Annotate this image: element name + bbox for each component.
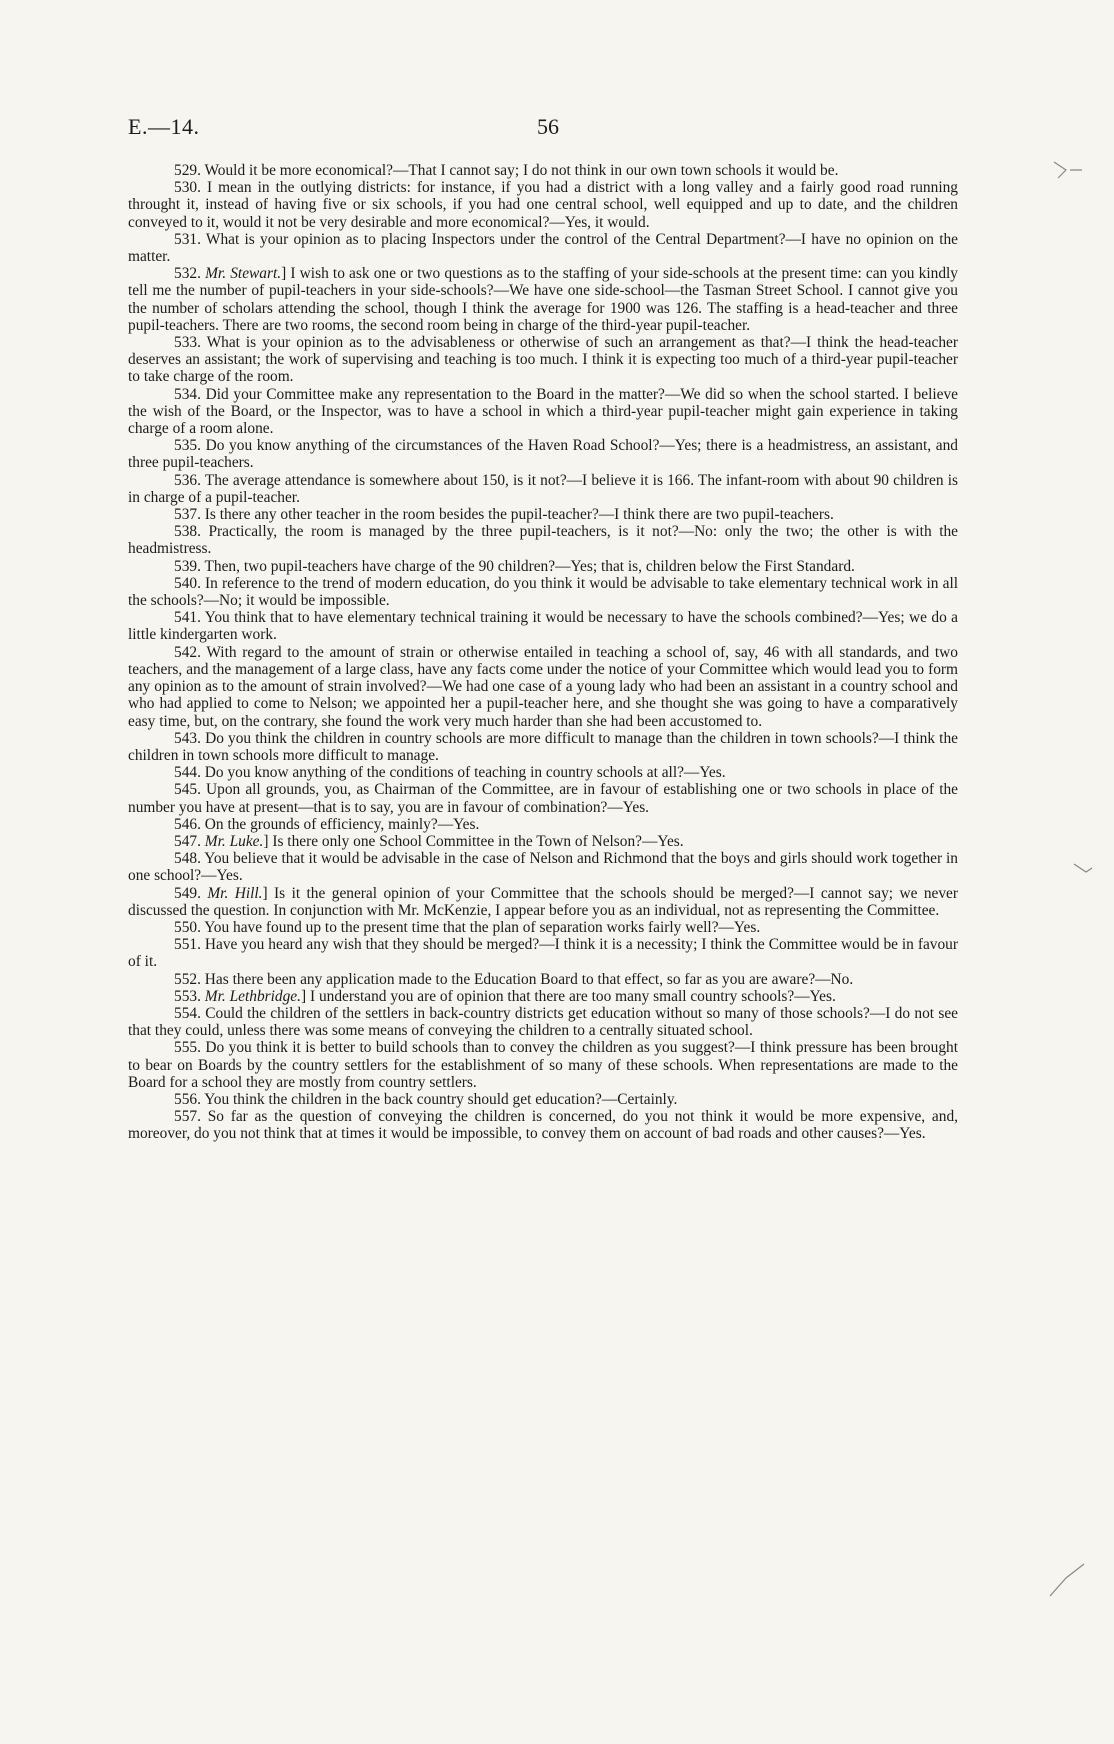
margin-scan-mark xyxy=(1052,158,1092,182)
page-header xyxy=(128,114,990,142)
paragraph-555: 555. Do you think it is better to build schools than to convey the children as you suggest?—I think pressure has been brought to bear on Boards by the country settlers for the establishment of so many of these schools. When representations are made to the Board for a school they are mostly from country settlers. xyxy=(128,1039,958,1091)
document-code: E.—14. xyxy=(128,114,200,139)
margin-scan-mark xyxy=(1046,1560,1086,1600)
speaker-name: Mr. Lethbridge. xyxy=(204,987,301,1005)
paragraph-535: 535. Do you know anything of the circumstances of the Haven Road School?—Yes; there is a headmistress, an assistant, and three pupil-teachers. xyxy=(128,437,958,472)
paragraph-553 xyxy=(128,988,958,1005)
paragraph-551: 551. Have you heard any wish that they should be merged?—I think it is a necessity; I think the Committee would be in favour of it. xyxy=(128,936,958,971)
paragraph-543: 543. Do you think the children in country schools are more difficult to manage than the children in town schools?—I think the children in town schools more difficult to manage. xyxy=(128,729,958,764)
paragraph-533: 533. What is your opinion as to the advisableness or otherwise of such an arrangement as that?—I think the head-teacher deserves an assistant; the work of supervising and teaching is too much. I think it is expecting too much of a third-year pupil-teacher to take charge of the room. xyxy=(128,334,958,386)
paragraph-536: 536. The average attendance is somewhere about 150, is it not?—I believe it is 166. The infant-room with about 90 children is in charge of a pupil-teacher. xyxy=(128,471,958,506)
body-text xyxy=(128,162,958,1143)
paragraph-544: 544. Do you know anything of the conditions of teaching in country schools at all?—Yes. xyxy=(174,764,726,782)
question-number: 532. xyxy=(174,265,201,283)
speaker-name: Mr. Luke. xyxy=(204,832,264,850)
paragraph-548: 548. You believe that it would be advisable in the case of Nelson and Richmond that the boys and girls should work together in one school?—Yes. xyxy=(128,850,958,885)
paragraph-542: 542. With regard to the amount of strain or otherwise entailed in teaching a school of, say, 46 with all standards, and two teachers, and the management of a large class, have any facts come under the notice of your Committee which would lead you to form any opinion as to the amount of strain involved?—We had one case of a young lady who had been an assistant in a country school and who had applied to come to Nelson; we appointed her a pupil-teacher here, and she thought she was going to have a comparatively easy time, but, on the contrary, she found the work very much harder than she had been accustomed to. xyxy=(128,643,958,730)
paragraph-557: 557. So far as the question of conveying the children is concerned, do you not think it would be more expensive, and, moreover, do you not think that at times it would be impossible, to convey them on account of bad roads and other causes?—Yes. xyxy=(128,1108,958,1143)
margin-scan-mark xyxy=(1072,858,1102,878)
paragraph-538: 538. Practically, the room is managed by the three pupil-teachers, is it not?—No: only the two; the other is with the headmistress. xyxy=(128,523,958,558)
paragraph-text: ] Is it the general opinion of your Committee that the schools should be merged?—I cannot say; we never discussed the question. In conjunction with Mr. McKenzie, I appear before you as an individual, not as representing the Committee. xyxy=(128,884,959,919)
paragraph-532 xyxy=(128,265,958,334)
paragraph-text: ] Is there only one School Committee in the Town of Nelson?—Yes. xyxy=(263,832,684,850)
paragraph-547 xyxy=(128,833,958,850)
paragraph-550: 550. You have found up to the present time that the plan of separation works fairly well?—Yes. xyxy=(174,918,761,936)
paragraph-545: 545. Upon all grounds, you, as Chairman of the Committee, are in favour of establishing one or two schools in place of the number you have at present—that is to say, you are in favour of combination?—Yes. xyxy=(128,781,958,816)
page-number: 56 xyxy=(537,114,559,139)
paragraph-531: 531. What is your opinion as to placing Inspectors under the control of the Central Department?—I have no opinion on the matter. xyxy=(128,230,958,266)
paragraph-text: ] I wish to ask one or two questions as to the staffing of your side-schools at the present time: can you kindly tell me the number of pupil-teachers in your side-schools?—We have one side-school—the Tasman Street School. I cannot give you the number of scholars attending the school, though I think the average for 1900 was 126. The staffing is a head-teacher and three pupil-teachers. There are two rooms, the second room being in charge of the third-year pupil-teacher. xyxy=(128,265,958,334)
paragraph-546: 546. On the grounds of efficiency, mainly?—Yes. xyxy=(174,815,480,833)
paragraph-537: 537. Is there any other teacher in the room besides the pupil-teacher?—I think there are two pupil-teachers. xyxy=(174,506,834,524)
paragraph-534: 534. Did your Committee make any representation to the Board in the matter?—We did so when the school started. I believe the wish of the Board, or the Inspector, was to have a school in which a third-year pupil-teacher might gain experience in taking charge of a room alone. xyxy=(128,385,958,438)
speaker-name: Mr. Stewart. xyxy=(205,265,282,283)
paragraph-556: 556. You think the children in the back country should get education?—Certainly. xyxy=(174,1090,678,1108)
paragraph-529: 529. Would it be more economical?—That I cannot say; I do not think in our own town schools it would be. xyxy=(174,162,839,179)
question-number: 549. xyxy=(174,884,201,902)
paragraph-554: 554. Could the children of the settlers in back-country districts get education without so many of those schools?—I do not see that they could, unless there was some means of conveying the children to a centrally situated school. xyxy=(128,1004,958,1040)
question-number: 553. xyxy=(174,987,201,1005)
question-number: 547. xyxy=(174,832,201,850)
paragraph-549 xyxy=(128,885,958,919)
paragraph-539: 539. Then, two pupil-teachers have charge of the 90 children?—Yes; that is, children below the First Standard. xyxy=(174,557,855,575)
paragraph-530: 530. I mean in the outlying districts: for instance, if you had a district with a long valley and a fairly good road running throught it, instead of having five or six schools, if you had one central school, well equipped and up to date, and the children conveyed to it, would it not be very desirable and more economical?—Yes, it would. xyxy=(128,179,958,231)
paragraph-text: ] I understand you are of opinion that there are too many small country schools?—Yes. xyxy=(301,987,836,1005)
speaker-name: Mr. Hill. xyxy=(207,884,263,902)
paragraph-541: 541. You think that to have elementary technical training it would be necessary to have the schools combined?—Yes; we do a little kindergarten work. xyxy=(128,609,958,644)
paragraph-552: 552. Has there been any application made to the Education Board to that effect, so far as you are aware?—No. xyxy=(174,970,854,988)
paragraph-540: 540. In reference to the trend of modern education, do you think it would be advisable to take elementary technical work in all the schools?—No; it would be impossible. xyxy=(128,574,958,610)
